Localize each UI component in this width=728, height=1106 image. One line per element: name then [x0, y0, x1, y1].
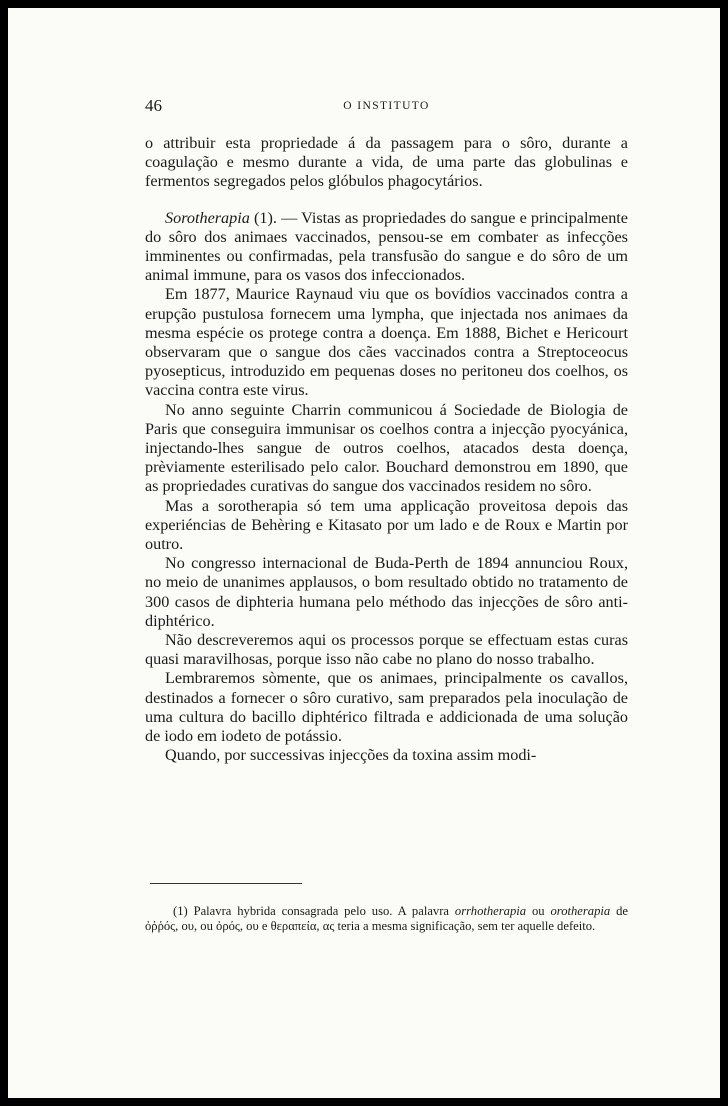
section-title: Sorotherapia [165, 208, 250, 227]
footnote-text [145, 904, 628, 935]
body-text [145, 134, 628, 766]
paragraph-7: Não descreveremos aqui os processos porque se effectuam estas curas quasi maravilhosas, porque isso não cabe no plano do nosso trabalho. [145, 631, 628, 669]
paragraph-6: No congresso internacional de Buda-Perth de 1894 annunciou Roux, no meio de unanimes applausos, o bom resultado obtido no tratamento de 300 casos de diphteria humana pelo méthodo das injecções de sôro anti-diphtérico. [145, 554, 628, 630]
footnote-tail: de ὀῤῥός, ου, ou ὀρός, ου e θεραπεία, ας teria a mesma significação, sem ter aquelle defeito. [145, 904, 628, 934]
footnote-term-orrhotherapia: orrhotherapia [454, 904, 527, 918]
paragraph-9: Quando, por successivas injecções da toxina assim modi- [165, 746, 537, 765]
paragraph-8: Lembraremos sòmente, que os animaes, principalmente os cavallos, destinados a fornecer o sôro curativo, sam preparados pela inoculação de uma cultura do bacillo diphtérico filtrada e addicionada de uma solução de iodo em iodeto de potássio. [145, 669, 628, 746]
paragraph-1: o attribuir esta propriedade á da passagem para o sôro, durante a coagulação e mesmo durante a vida, de uma parte das globulinas e fermentos segregados pelos glóbulos phagocytários. [145, 134, 628, 191]
footnote [145, 904, 628, 935]
page-number: 46 [145, 96, 162, 115]
paragraph-3: Em 1877, Maurice Raynaud viu que os bovídios vaccinados contra a erupção pustulosa fornecem uma lympha, que injectada nos animaes da mesma espécie os protege contra a doença. Em 1888, Bichet e Hericourt observaram que o sangue dos cães vaccinados contra a Streptoceocus pyosepticus, introduzido em pequenas doses no peritoneu dos coelhos, os vaccina contra este virus. [145, 285, 628, 400]
footnote-lead: (1) Palavra hybrida consagrada pelo uso. A palavra [173, 904, 455, 918]
page-header [145, 96, 628, 118]
running-title: O INSTITUTO [343, 100, 430, 112]
footnote-mid: ou [526, 904, 551, 918]
paragraph-2-text: (1). — Vistas as propriedades do sangue e principalmente do sôro dos animaes vaccinados, pensou-se em combater as infecções imminentes ou confirmadas, pela transfusão do sangue e do sôro de um animal immune, para os vasos dos infeccionados. [145, 208, 628, 285]
footnote-divider [150, 883, 302, 884]
footnote-term-orotherapia: orotherapia [550, 904, 611, 918]
paragraph-4: No anno seguinte Charrin communicou á Sociedade de Biologia de Paris que conseguira immunisar os coelhos contra a injecção pyocyánica, injectando-lhes sangue de outros coelhos, atacados desta doença, prèviamente esterilisado pelo calor. Bouchard demonstrou em 1890, que as propriedades curativas do sangue dos vaccinados residem no sôro. [145, 400, 628, 496]
paragraph-5: Mas a sorotherapia só tem uma applicação proveitosa depois das experiéncias de Behèring e Kitasato por um lado e de Roux e Martin por outro. [145, 496, 628, 554]
paragraph-sorotherapia [145, 209, 628, 286]
